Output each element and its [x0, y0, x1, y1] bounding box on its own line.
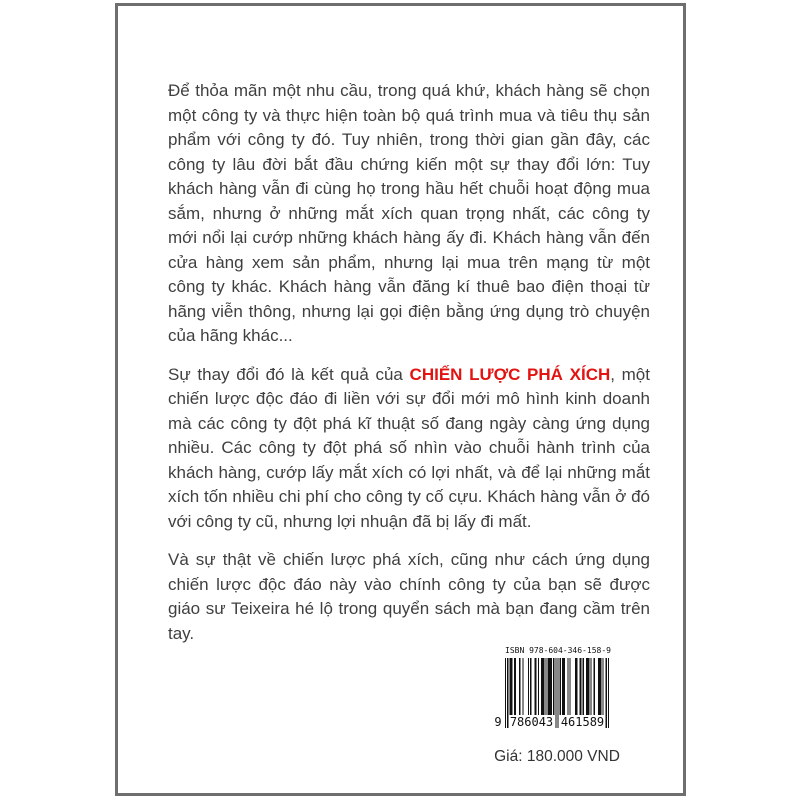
barcode-digit-lead: 9: [494, 715, 502, 729]
price-label: Giá: 180.000 VND: [494, 748, 620, 765]
barcode-digit-group1: 786043: [509, 715, 554, 729]
ean13-barcode: [494, 658, 609, 730]
book-back-cover: [115, 3, 686, 796]
paragraph-3: Và sự thật về chiến lược phá xích, cũng như cách ứng dụng chiến lược độc đáo này vào chính công ty của bạn sẽ được giáo sư Teixeira hé lộ trong quyển sách mà bạn đang cầm trên tay.: [168, 550, 650, 643]
barcode-block: [494, 646, 620, 766]
back-cover-text: [118, 6, 683, 646]
book-title-highlight: CHIẾN LƯỢC PHÁ XÍCH: [409, 364, 611, 384]
isbn-label: ISBN 978-604-346-158-9: [505, 646, 611, 655]
paragraph-2-after: , một chiến lược độc đáo đi liền với sự đổi mới mô hình kinh doanh mà các công ty đột phá kĩ thuật số đang ngày càng ứng dụng nhiều. Các công ty đột phá số nhìn vào chuỗi hành trình của khách hàng, cướp lấy mắt xích có lợi nhất, và để lại những mắt xích tốn nhiều chi phí cho công ty cố cựu. Khách hàng vẫn ở đó với công ty cũ, nhưng lợi nhuận đã bị lấy đi mất.: [168, 364, 650, 531]
paragraph-1: Để thỏa mãn một nhu cầu, trong quá khứ, khách hàng sẽ chọn một công ty và thực hiện toàn bộ quá trình mua và tiêu thụ sản phẩm với công ty đó. Tuy nhiên, trong thời gian gần đây, các công ty lâu đời bắt đầu chứng kiến một sự thay đổi lớn: Tuy khách hàng vẫn đi cùng họ trong hầu hết chuỗi hoạt động mua sắm, nhưng ở những mắt xích quan trọng nhất, các công ty mới nổi lại cướp những khách hàng ấy đi. Khách hàng vẫn đến cửa hàng xem sản phẩm, nhưng lại mua trên mạng từ một công ty khác. Khách hàng vẫn đăng kí thuê bao điện thoại từ hãng viễn thông, nhưng lại gọi điện bằng ứng dụng trò chuyện của hãng khác...: [168, 81, 650, 345]
paragraph-2: [168, 363, 650, 535]
barcode-digit-group2: 461589: [560, 715, 605, 729]
paragraph-2-before: Sự thay đổi đó là kết quả của: [168, 364, 410, 384]
